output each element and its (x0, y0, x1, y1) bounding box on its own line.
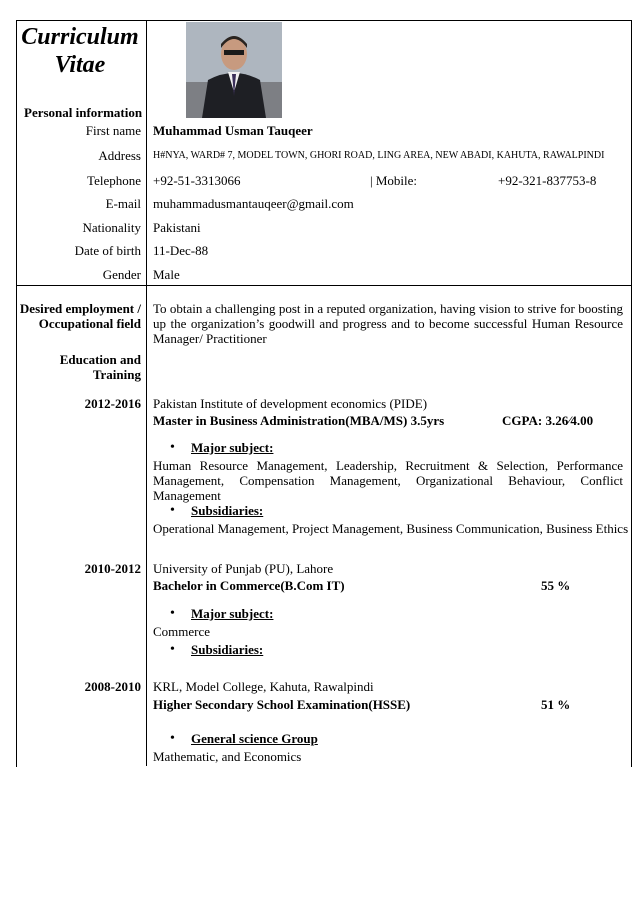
edu-institute-1: Pakistan Institute of development economics (PIDE) (153, 396, 428, 411)
edu-years-1: 2012-2016 (84, 396, 141, 411)
occupational-field-label: Occupational field (38, 316, 141, 331)
edu-major-2: Commerce (153, 624, 211, 639)
cv-title: Curriculum Vitae (21, 24, 139, 78)
nationality-value: Pakistani (153, 220, 201, 235)
section-divider (16, 285, 631, 286)
edu-major-1: Human Resource Management, Leadership, Recruitment & Selection, Performance Management, Compensation Management, Organizational Behaviour, Conflict Management (153, 458, 623, 503)
edu-degree-2: Bachelor in Commerce(B.Com IT) (153, 578, 345, 593)
nationality-label: Nationality (82, 220, 141, 235)
email-value: muhammadusmantauqeer@gmail.com (153, 196, 354, 211)
edu-years-2: 2010-2012 (84, 561, 141, 576)
bullet-icon: • (170, 731, 175, 746)
edu-degree-1: Master in Business Administration(MBA/MS) 3.5yrs (153, 413, 445, 428)
dob-value: 11-Dec-88 (153, 243, 209, 258)
profile-photo-image (186, 22, 282, 118)
edu-major-label-2: Major subject: (191, 606, 274, 621)
dob-label: Date of birth (74, 243, 141, 258)
email-label: E-mail (105, 196, 141, 211)
bullet-icon: • (170, 503, 175, 518)
education-heading-line1: Education and (59, 352, 141, 367)
bullet-icon: • (170, 642, 175, 657)
bullet-icon: • (170, 606, 175, 621)
first-name-value: Muhammad Usman Tauqeer (153, 123, 313, 138)
edu-subs-1: Operational Management, Project Management, Business Communication, Business Ethics (153, 521, 629, 536)
edu-subs-label-1: Subsidiaries: (191, 503, 264, 518)
edu-subs-label-2: Subsidiaries: (191, 642, 264, 657)
mobile-label: | Mobile: (370, 173, 418, 188)
education-heading-line2: Training (92, 367, 141, 382)
edu-score-3: 51 % (541, 697, 571, 712)
column-divider (146, 20, 147, 766)
telephone-label: Telephone (87, 173, 141, 188)
personal-info-heading: Personal information (24, 105, 143, 120)
first-name-label: First name (85, 123, 141, 138)
address-value: H#NYA, WARD# 7, MODEL TOWN, GHORI ROAD, LING AREA, NEW ABADI, KAHUTA, RAWALPINDI (153, 150, 605, 161)
mobile-value: +92-321-837753-8 (498, 173, 597, 188)
edu-institute-2: University of Punjab (PU), Lahore (153, 561, 334, 576)
edu-major-label-1: Major subject: (191, 440, 274, 455)
profile-photo (186, 22, 282, 118)
gender-value: Male (153, 267, 180, 282)
desired-employment-text: To obtain a challenging post in a reputed organization, having vision to strive for boosting up the organization’s goodwill and progress and to become successful Human Resource Manager/ Practitioner (153, 301, 623, 346)
edu-score-2: 55 % (541, 578, 571, 593)
edu-score-1: CGPA: 3.26⁄4.00 (502, 413, 594, 428)
bullet-icon: • (170, 440, 175, 455)
edu-years-3: 2008-2010 (84, 679, 141, 694)
edu-group-3: Mathematic, and Economics (153, 749, 302, 764)
address-label: Address (98, 148, 141, 163)
edu-group-label-3: General science Group (191, 731, 318, 746)
telephone-value: +92-51-3313066 (153, 173, 241, 188)
desired-employment-label: Desired employment / (19, 301, 141, 316)
edu-degree-3: Higher Secondary School Examination(HSSE) (153, 697, 411, 712)
edu-institute-3: KRL, Model College, Kahuta, Rawalpindi (153, 679, 374, 694)
gender-label: Gender (102, 267, 141, 282)
